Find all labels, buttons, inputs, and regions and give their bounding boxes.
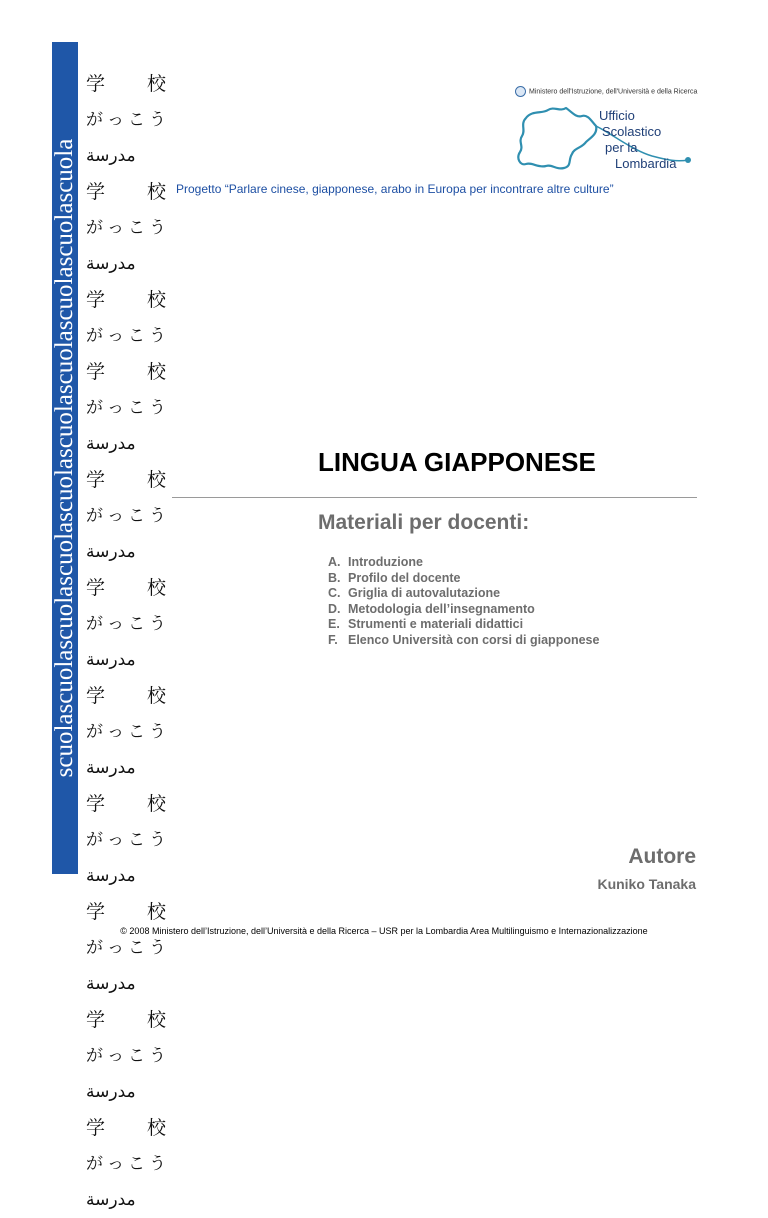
toc-item-letter: D. [328,601,341,616]
sidebar-glyph-kanji: 学 校 [86,469,185,491]
office-line: Scolastico [602,124,662,139]
office-name-block [599,108,676,172]
sidebar-glyph-kanji: 学 校 [86,1117,185,1139]
toc-item-letter: E. [328,617,340,631]
sidebar-glyph-arabic: مدرسة [86,1082,136,1102]
toc-item [328,602,599,618]
sidebar-glyph-kana: がっこう [86,722,170,742]
sidebar-glyph-arabic: مدرسة [86,542,136,562]
sidebar-glyph-kana: がっこう [86,938,170,958]
author-name: Kuniko Tanaka [597,876,696,892]
sidebar-glyph-arabic: مدرسة [86,146,136,166]
map-marker-icon [685,157,691,163]
sidebar-glyph-kanji: 学 校 [86,577,185,599]
toc-item-text: Griglia di autovalutazione [348,586,501,600]
table-of-contents [328,555,599,648]
toc-item-text: Strumenti e materiali didattici [348,617,524,631]
sidebar-glyph-arabic: مدرسة [86,650,136,670]
toc-item [328,617,599,633]
ministry-header [515,86,697,97]
sidebar-glyph-kana: がっこう [86,1046,170,1066]
office-line: per la [605,140,638,155]
sidebar-glyph-kanji: 学 校 [86,289,185,311]
sidebar-glyph-kana: がっこう [86,218,170,238]
toc-item [328,555,599,571]
office-line: Lombardia [615,156,677,171]
sidebar-glyph-kanji: 学 校 [86,685,185,707]
ministry-name: Ministero dell'Istruzione, dell'Università e della Ricerca [529,88,698,96]
sidebar-glyph-arabic: مدرسة [86,434,136,454]
toc-item-letter: A. [328,555,341,569]
sidebar-glyph-kana: がっこう [86,830,170,850]
lombardia-map-outline [518,108,596,168]
office-line: Ufficio [599,108,635,123]
toc-item [328,633,599,649]
toc-item-letter: C. [328,586,341,600]
toc-item-text: Metodologia dell’insegnamento [348,601,535,616]
sidebar-glyph-kana: がっこう [86,1154,170,1174]
sidebar-glyph-column [86,66,185,1218]
sidebar-glyph-kana: がっこう [86,398,170,418]
toc-item [328,571,599,587]
sidebar-glyph-kana: がっこう [86,110,170,130]
sidebar-glyph-kana: がっこう [86,326,170,346]
footer-copyright: © 2008 Ministero dell’Istruzione, dell’Università e della Ricerca – USR per la Lombardia Area Multilinguismo e Internazionalizzazione [120,926,648,936]
sidebar-glyph-kanji: 学 校 [86,901,185,923]
sidebar-glyph-arabic: مدرسة [86,974,136,994]
document-subtitle: Materiali per docenti: [318,511,530,534]
sidebar-vertical-band [52,42,78,874]
sidebar-glyph-kanji: 学 校 [86,181,185,203]
author-label: Autore [628,845,696,868]
toc-item [328,586,599,602]
toc-item-text: Profilo del docente [348,570,461,585]
ministry-emblem-icon [515,86,526,97]
sidebar-glyph-kanji: 学 校 [86,73,185,95]
toc-item-text: Introduzione [348,555,423,569]
sidebar-vertical-text: scuolascuolascuolascuolascuolascuolascuolascuolascuolascuola [51,138,78,778]
toc-item-letter: B. [328,570,341,585]
sidebar-glyph-kana: がっこう [86,614,170,634]
title-divider [172,497,697,498]
sidebar-glyph-arabic: مدرسة [86,866,136,886]
sidebar-glyph-arabic: مدرسة [86,254,136,274]
toc-item-text: Elenco Università con corsi di giapponese [348,632,600,647]
sidebar-glyph-kanji: 学 校 [86,361,185,383]
sidebar-glyph-arabic: مدرسة [86,1190,136,1210]
sidebar-glyph-kanji: 学 校 [86,1009,185,1031]
sidebar-glyph-kanji: 学 校 [86,793,185,815]
project-caption: Progetto “Parlare cinese, giapponese, arabo in Europa per incontrare altre culture” [176,182,614,196]
sidebar-glyph-kana: がっこう [86,506,170,526]
sidebar-glyph-arabic: مدرسة [86,758,136,778]
document-title: LINGUA GIAPPONESE [318,447,596,477]
toc-item-letter: F. [328,632,338,647]
